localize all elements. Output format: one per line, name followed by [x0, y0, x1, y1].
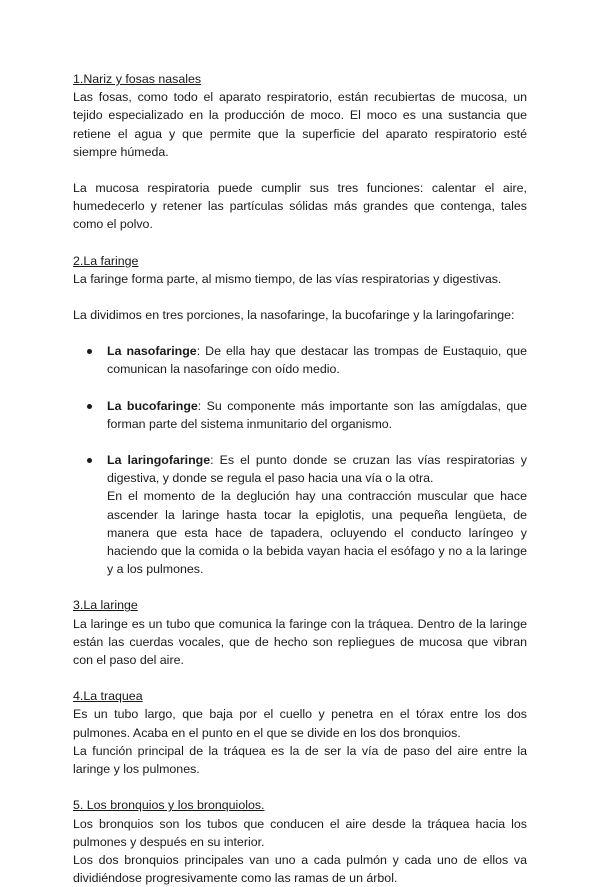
paragraph-nariz-1: Las fosas, como todo el aparato respiratorio, están recubiertas de mucosa, un tejido especializado en la producción de moco. El moco es una sustancia que retiene el agua y que permite que la superficie del aparato respiratorio esté siempre húmeda.	[73, 90, 527, 159]
section-laringe	[73, 596, 527, 669]
bullet-item-nasofaringe	[73, 342, 527, 378]
bullet-term: La laringofaringe	[107, 453, 211, 468]
bullet-term: La nasofaringe	[107, 344, 197, 359]
paragraph-nariz-2: La mucosa respiratoria puede cumplir sus tres funciones: calentar el aire, humedecerlo y retener las partículas sólidas más grandes que contenga, tales como el polvo.	[73, 181, 527, 232]
paragraph-faringe-2: La dividimos en tres porciones, la nasofaringe, la bucofaringe y la laringofaringe:	[73, 308, 515, 323]
bullet-dot-icon	[87, 349, 92, 354]
paragraph-bronquios-2: Los dos bronquios principales van uno a cada pulmón y cada uno de ellos va dividiéndose progresivamente como las ramas de un árbol.	[73, 852, 527, 886]
bullet-item-laringofaringe	[73, 451, 527, 578]
paragraph-bronquios-1: Los bronquios son los tubos que conducen el aire desde la tráquea hacia los pulmones y después en su interior.	[73, 816, 527, 849]
paragraph-traquea-2: La función principal de la tráquea es la de ser la vía de paso del aire entre la laringe y los pulmones.	[73, 743, 527, 777]
section-heading-nariz: 1.Nariz y fosas nasales	[73, 72, 202, 86]
document-page	[73, 70, 527, 887]
bullet-item-bucofaringe	[73, 397, 527, 433]
bullet-extra-text: En el momento de la deglución hay una contracción muscular que hace ascender la laringe hasta tocar la epiglotis, una pequeña lengüeta, de manera que esta hace de tapadera, ocluyendo el conducto laríngeo y haciendo que la comida o la bebida vayan hacia el esófago y no a la laringe y a los pulmones.	[107, 489, 527, 577]
bullet-text: : Es el punto donde se cruzan las vías respiratorias y digestiva, y donde se regula el paso hacia una vía o la otra.	[107, 453, 527, 486]
bullet-text: : Su componente más importante son las amígdalas, que forman parte del sistema inmunitario del organismo.	[107, 398, 528, 431]
bullet-term: La bucofaringe	[107, 398, 198, 413]
section-heading-laringe: 3.La laringe	[73, 598, 138, 613]
section-bronquios	[73, 796, 527, 887]
section-heading-bronquios: 5. Los bronquios y los bronquiolos.	[73, 798, 265, 813]
section-heading-faringe: 2.La faringe	[73, 253, 139, 268]
section-nariz	[73, 70, 527, 234]
paragraph-traquea-1: Es un tubo largo, que baja por el cuello y penetra en el tórax entre los dos pulmones. Acaba en el punto en el que se divide en los dos bronquios.	[73, 707, 527, 740]
faringe-bullet-list	[73, 342, 527, 578]
section-heading-traquea: 4.La traquea	[73, 689, 143, 704]
bullet-dot-icon	[87, 404, 92, 409]
section-faringe	[73, 252, 527, 579]
bullet-text: : De ella hay que destacar las trompas de Eustaquio, que comunican la nasofaringe con oído medio.	[107, 344, 527, 377]
paragraph-faringe-1: La faringe forma parte, al mismo tiempo, de las vías respiratorias y digestivas.	[73, 271, 502, 286]
section-traquea	[73, 687, 527, 778]
bullet-dot-icon	[87, 458, 92, 463]
paragraph-laringe-1: La laringe es un tubo que comunica la faringe con la tráquea. Dentro de la laringe están las cuerdas vocales, que de hecho son repliegues de mucosa que vibran con el paso del aire.	[73, 616, 527, 668]
